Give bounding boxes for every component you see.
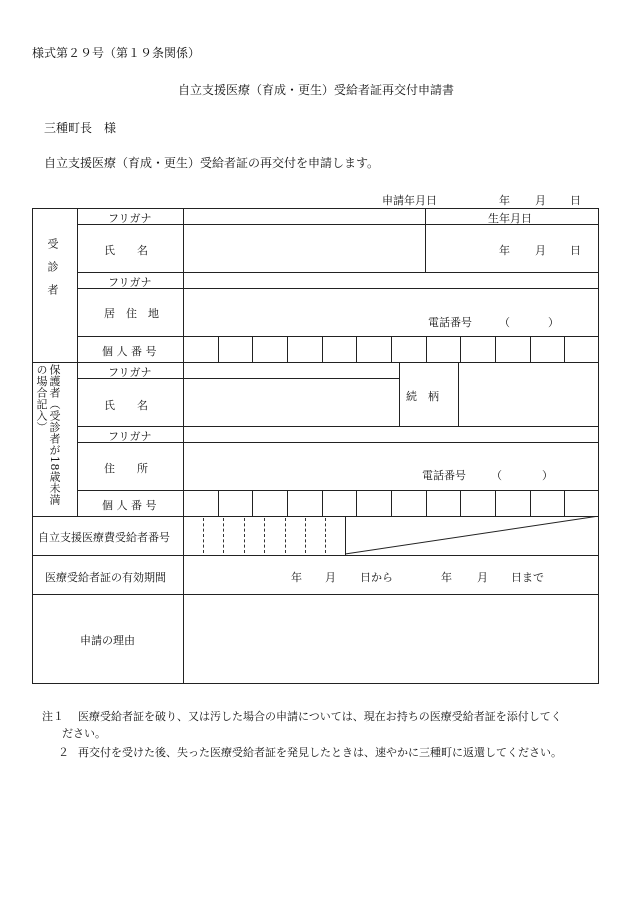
recipient-id-digit-cell[interactable] bbox=[184, 337, 218, 362]
recipient-id-digit-cell[interactable] bbox=[323, 337, 357, 362]
birth-month-label: 月 bbox=[535, 244, 546, 257]
guardian-id-digit-cell[interactable] bbox=[461, 491, 495, 516]
certificate-number-label: 自立支援医療費受給者番号 bbox=[38, 531, 170, 544]
guardian-id-digit-cell[interactable] bbox=[323, 491, 357, 516]
application-year-label: 年 bbox=[499, 194, 510, 207]
guardian-id-digit-cell[interactable] bbox=[184, 491, 218, 516]
guardian-id-digit-cell[interactable] bbox=[288, 491, 322, 516]
note-2-prefix: ２ bbox=[58, 746, 69, 759]
recipient-id-digit-cell[interactable] bbox=[357, 337, 391, 362]
validity-to-year: 年 bbox=[441, 571, 452, 584]
recipient-id-digit-cell[interactable] bbox=[288, 337, 322, 362]
digit-divider bbox=[356, 336, 357, 362]
birthdate-divider bbox=[425, 208, 426, 272]
digit-divider bbox=[460, 490, 461, 516]
recipient-furigana-field[interactable] bbox=[184, 209, 425, 224]
digit-divider bbox=[495, 490, 496, 516]
recipient-address-label: 居 住 地 bbox=[104, 307, 159, 320]
recipient-id-digit-cell[interactable] bbox=[565, 337, 599, 362]
recipient-phone-paren-open: （ bbox=[499, 316, 510, 329]
recipient-id-digit-cell[interactable] bbox=[392, 337, 426, 362]
recipient-address-furigana-field[interactable] bbox=[184, 273, 599, 288]
guardian-relation-field[interactable] bbox=[459, 363, 599, 426]
note-1-line-2: ださい。 bbox=[62, 727, 106, 740]
digit-divider bbox=[426, 336, 427, 362]
digit-divider bbox=[391, 336, 392, 362]
digit-divider bbox=[460, 336, 461, 362]
guardian-id-digit-cell[interactable] bbox=[427, 491, 461, 516]
digit-divider bbox=[530, 336, 531, 362]
recipient-address-field[interactable] bbox=[184, 289, 414, 336]
guardian-id-digit-cell[interactable] bbox=[392, 491, 426, 516]
note-2-text: 再交付を受けた後、失った医療受給者証を発見したときは、速やかに三種町に返還してください。 bbox=[78, 746, 562, 759]
recipient-id-digit-cell[interactable] bbox=[531, 337, 565, 362]
recipient-id-digit-cell[interactable] bbox=[461, 337, 495, 362]
guardian-id-digit-cell[interactable] bbox=[357, 491, 391, 516]
digit-divider bbox=[218, 336, 219, 362]
recipient-id-digit-cell[interactable] bbox=[496, 337, 530, 362]
guardian-address-furigana-label: フリガナ bbox=[108, 430, 152, 443]
digit-divider bbox=[322, 490, 323, 516]
guardian-id-digit-cell[interactable] bbox=[565, 491, 599, 516]
diagonal-strike-line bbox=[345, 516, 599, 555]
recipient-id-digit-cell[interactable] bbox=[253, 337, 287, 362]
recipient-address-furigana-label: フリガナ bbox=[108, 276, 152, 289]
certificate-number-field[interactable] bbox=[184, 517, 344, 554]
guardian-id-number-label: 個 人 番 号 bbox=[102, 499, 157, 512]
validity-from-year: 年 bbox=[291, 571, 302, 584]
guardian-phone-paren-close: ） bbox=[542, 469, 553, 482]
application-day-label: 日 bbox=[570, 194, 581, 207]
recipient-id-digit-cell[interactable] bbox=[219, 337, 253, 362]
recipient-id-digit-cell[interactable] bbox=[427, 337, 461, 362]
recipient-id-number-label: 個 人 番 号 bbox=[102, 345, 157, 358]
guardian-address-field[interactable] bbox=[184, 443, 414, 490]
application-date-label: 申請年月日 bbox=[382, 194, 437, 207]
digit-divider bbox=[495, 336, 496, 362]
application-month-label: 月 bbox=[535, 194, 546, 207]
recipient-furigana-label: フリガナ bbox=[108, 212, 152, 225]
section-line bbox=[32, 555, 599, 556]
addressee: 三種町長 様 bbox=[44, 121, 117, 135]
note-1-line-1: 医療受給者証を破り、又は汚した場合の申請については、現在お持ちの医療受給者証を添付してく bbox=[78, 710, 562, 723]
guardian-id-digit-cell[interactable] bbox=[531, 491, 565, 516]
form-number: 様式第２９号（第１９条関係） bbox=[32, 46, 201, 60]
guardian-name-field[interactable] bbox=[184, 379, 399, 426]
application-statement: 自立支援医療（育成・更生）受給者証の再交付を申請します。 bbox=[44, 156, 380, 170]
guardian-address-furigana-field[interactable] bbox=[184, 427, 599, 442]
digit-divider bbox=[564, 336, 565, 362]
recipient-birthdate-label: 生年月日 bbox=[488, 212, 532, 225]
birth-year-label: 年 bbox=[499, 244, 510, 257]
digit-divider bbox=[252, 490, 253, 516]
digit-divider bbox=[252, 336, 253, 362]
digit-divider bbox=[530, 490, 531, 516]
validity-period-label: 医療受給者証の有効期間 bbox=[45, 571, 166, 584]
recipient-phone-paren-close: ） bbox=[548, 316, 559, 329]
guardian-phone-paren-open: （ bbox=[491, 469, 502, 482]
guardian-id-digit-cell[interactable] bbox=[496, 491, 530, 516]
validity-to-day: 日まで bbox=[511, 571, 544, 584]
digit-divider bbox=[218, 490, 219, 516]
recipient-phone-label: 電話番号 bbox=[428, 316, 472, 329]
guardian-id-digit-cell[interactable] bbox=[219, 491, 253, 516]
digit-divider bbox=[287, 336, 288, 362]
reason-field[interactable] bbox=[184, 595, 598, 683]
guardian-section-label: 保護者（受診者が18歳未満の場合記入） bbox=[35, 364, 61, 506]
recipient-section-label: 受 診 者 bbox=[46, 238, 59, 296]
guardian-id-digit-cell[interactable] bbox=[253, 491, 287, 516]
guardian-address-label: 住 所 bbox=[104, 462, 148, 475]
digit-divider bbox=[426, 490, 427, 516]
note-1-prefix: 注１ bbox=[42, 710, 64, 723]
guardian-relation-label: 続 柄 bbox=[406, 390, 439, 403]
guardian-phone-label: 電話番号 bbox=[422, 469, 466, 482]
guardian-furigana-label: フリガナ bbox=[108, 366, 152, 379]
birth-day-label: 日 bbox=[570, 244, 581, 257]
digit-divider bbox=[287, 490, 288, 516]
digit-divider bbox=[391, 490, 392, 516]
validity-to-month: 月 bbox=[477, 571, 488, 584]
relation-divider bbox=[399, 362, 400, 426]
digit-divider bbox=[356, 490, 357, 516]
validity-from-month: 月 bbox=[325, 571, 336, 584]
guardian-name-label: 氏 名 bbox=[104, 399, 148, 412]
form-title: 自立支援医療（育成・更生）受給者証再交付申請書 bbox=[178, 83, 455, 97]
recipient-name-field[interactable] bbox=[184, 225, 425, 272]
validity-from-day: 日から bbox=[360, 571, 393, 584]
guardian-furigana-field[interactable] bbox=[184, 363, 399, 378]
digit-divider bbox=[322, 336, 323, 362]
digit-divider bbox=[564, 490, 565, 516]
reason-label: 申請の理由 bbox=[80, 634, 135, 647]
recipient-name-label: 氏 名 bbox=[104, 244, 148, 257]
